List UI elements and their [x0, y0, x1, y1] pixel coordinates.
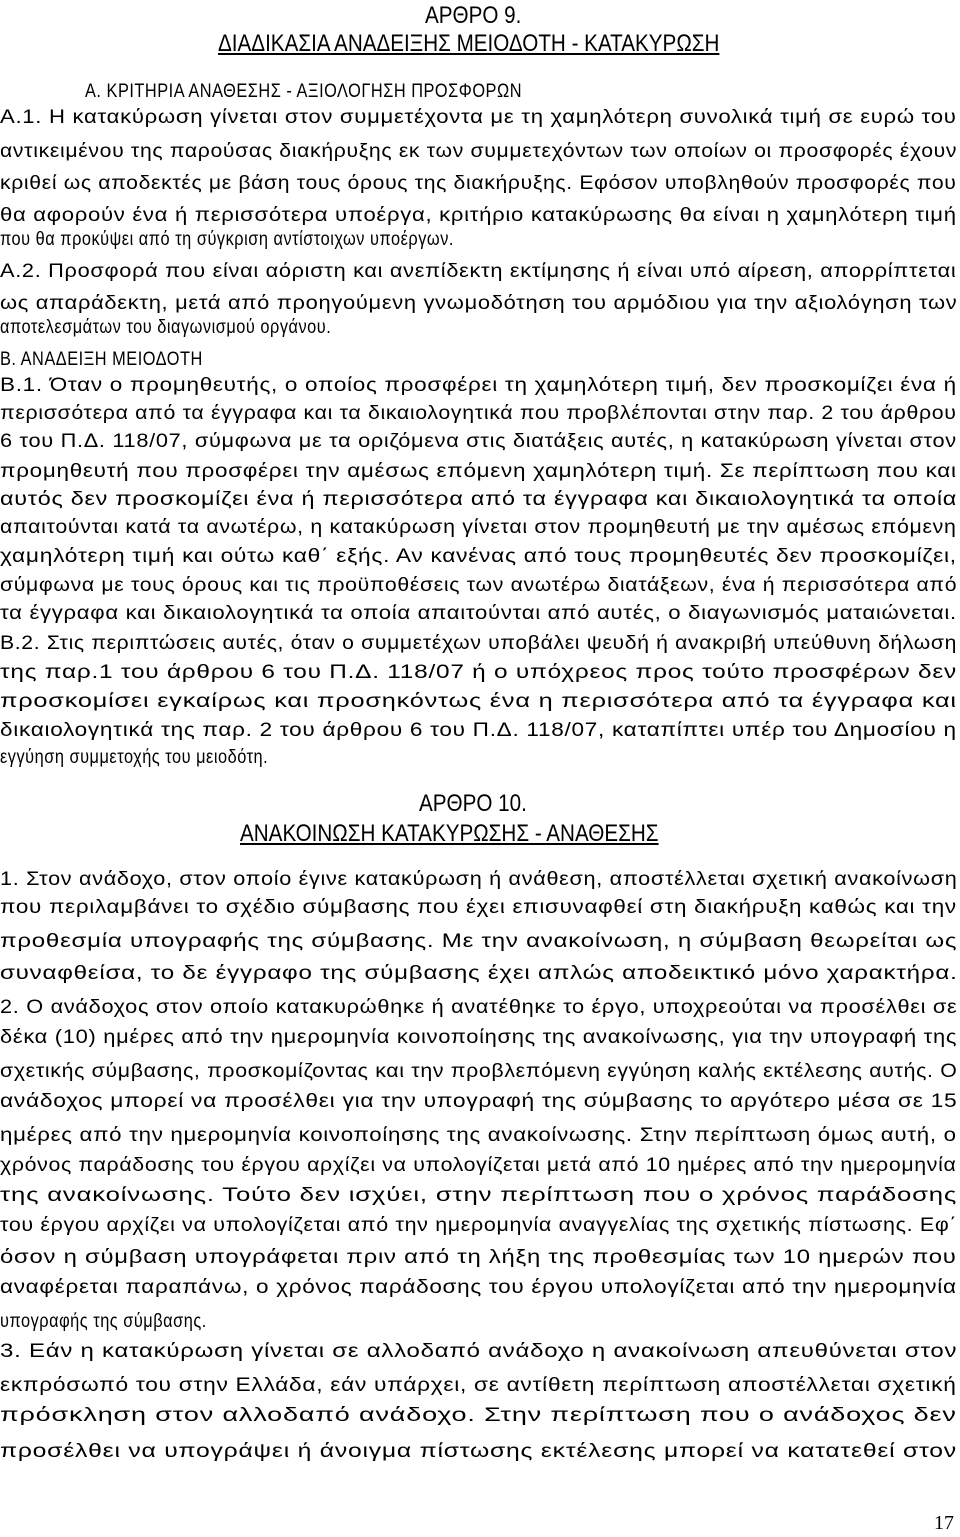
text-line: κριθεί ως αποδεκτές με βάση τους όρους της διακήρυξης. Εφόσον υποβληθούν προσφορές που [0, 173, 957, 194]
text-line: Α.1. Η κατακύρωση γίνεται στον συμμετέχοντα με τη χαμηλότερη συνολικά τιμή σε ευρώ του [0, 107, 957, 128]
text-line: αναφέρεται παραπάνω, ο χρόνος παράδοσης του έργου υπολογίζεται από την ημερομηνία [0, 1277, 957, 1298]
text-line: που περιλαμβάνει το σχέδιο σύμβασης που έχει επισυναφθεί στη διακήρυξη καθώς και την [0, 897, 957, 918]
page-number: 17 [934, 1512, 954, 1534]
text-line: Α.2. Προσφορά που είναι αόριστη και ανεπίδεκτη εκτίμησης ή είναι υπό αίρεση, απορρίπτεται [0, 261, 957, 282]
text-line: ημέρες από την ημερομηνία κοινοποίησης της ανακοίνωσης. Στην περίπτωση όμως αυτή, ο [0, 1125, 957, 1146]
article-9-subtitle: ΔΙΑΔΙΚΑΣΙΑ ΑΝΑΔΕΙΞΗΣ ΜΕΙΟΔΟΤΗ - ΚΑΤΑΚΥΡΩΣΗ [218, 30, 720, 57]
text-line: σύμφωνα με τους όρους και τις προϋποθέσεις των ανωτέρω διατάξεων, ένα ή περισσότερα από [0, 575, 958, 596]
text-line: που θα προκύψει από τη σύγκριση αντίστοιχων υποέργων. [0, 229, 454, 250]
text-line: προθεσμία υπογραφής της σύμβασης. Με την ανακοίνωση, η σύμβαση θεωρείται ως [0, 931, 958, 952]
text-line: σχετικής σύμβασης, προσκομίζοντας και την προβλεπόμενη εγγύηση καλής εκτέλεσης αυτής. Ο [0, 1061, 958, 1082]
text-line: Β.2. Στις περιπτώσεις αυτές, όταν ο συμμετέχων υποβάλει ψευδή ή ανακριβή υπεύθυνη δήλωση [0, 633, 958, 654]
text-line: θα αφορούν ένα ή περισσότερα υποέργα, κριτήριο κατακύρωσης θα είναι η χαμηλότερη τιμή [0, 205, 957, 226]
text-line: της ανακοίνωσης. Τούτο δεν ισχύει, στην περίπτωση που ο χρόνος παράδοσης [0, 1185, 958, 1206]
text-line: αυτός δεν προσκομίζει ένα ή περισσότερα από τα έγγραφα και δικαιολογητικά τα οποία [0, 489, 957, 510]
text-line: εγγύηση συμμετοχής του μειοδότη. [0, 747, 269, 768]
text-line: αντικειμένου της παρούσας διακήρυξης εκ των συμμετεχόντων των οποίων οι προσφορές έχουν [0, 141, 958, 162]
text-line: 1. Στον ανάδοχο, στον οποίο έγινε κατακύρωση ή ανάθεση, αποστέλλεται σχετική ανακοίνωση [0, 869, 958, 890]
text-line: τα έγγραφα και δικαιολογητικά τα οποία απαιτούνται από αυτές, ο διαγωνισμός ματαιώνεται. [0, 603, 957, 624]
text-line: 3. Εάν η κατακύρωση γίνεται σε αλλοδαπό ανάδοχο η ανακοίνωση απευθύνεται στον [0, 1341, 958, 1362]
text-line: ανάδοχος μπορεί να προσέλθει για την υπογραφή της σύμβασης το αργότερο μέσα σε 15 [0, 1091, 958, 1112]
text-line: εκπρόσωπό του στην Ελλάδα, εάν υπάρχει, σε αντίθετη περίπτωση αποστέλλεται σχετική [0, 1375, 957, 1396]
text-line: αποτελεσμάτων του διαγωνισμού οργάνου. [0, 317, 332, 338]
text-line: χαμηλότερη τιμή και ούτω καθ΄ εξής. Αν κανένας από τους προμηθευτές δεν προσκομίζει, [0, 546, 957, 567]
text-line: πρόσκληση στον αλλοδαπό ανάδοχο. Στην περίπτωση που ο ανάδοχος δεν [0, 1405, 957, 1426]
text-line: περισσότερα από τα έγγραφα και τα δικαιολογητικά που προβλέπονται στην παρ. 2 του άρθρου [0, 403, 957, 424]
text-line: προσκομίσει εγκαίρως και προσηκόντως ένα η περισσότερα από τα έγγραφα και [0, 691, 957, 712]
text-line: δέκα (10) ημέρες από την ημερομηνία κοινοποίησης της ανακοίνωσης, για την υπογραφή της [0, 1027, 958, 1048]
text-line: προσέλθει να υπογράψει ή άνοιγμα πίστωσης εκτέλεσης μπορεί να κατατεθεί στον [0, 1441, 957, 1462]
text-line: Β.1. Όταν ο προμηθευτής, ο οποίος προσφέρει τη χαμηλότερη τιμή, δεν προσκομίζει ένα ή [0, 375, 957, 396]
text-line: 2. Ο ανάδοχος στον οποίο κατακυρώθηκε ή ανατέθηκε το έργο, υποχρεούται να προσέλθει σε [0, 997, 958, 1018]
text-line: 6 του Π.Δ. 118/07, σύμφωνα με τα οριζόμενα στις διατάξεις αυτές, η κατακύρωση γίνεται στον [0, 431, 957, 452]
text-line: Β. ΑΝΑΔΕΙΞΗ ΜΕΙΟΔΟΤΗ [0, 349, 203, 370]
text-line: όσον η σύμβαση υπογράφεται πριν από τη λήξη της προθεσμίας των 10 ημερών που [0, 1247, 957, 1268]
text-line: υπογραφής της σύμβασης. [0, 1311, 207, 1332]
text-line: απαιτούνται κατά τα ανωτέρω, η κατακύρωση γίνεται στον προμηθευτή με την αμέσως επόμενη [0, 517, 957, 538]
text-line: συναφθείσα, το δε έγγραφο της σύμβασης έχει απλώς αποδεικτικό μόνο χαρακτήρα. [0, 963, 958, 984]
text-line: χρόνος παράδοσης του έργου αρχίζει να υπολογίζεται μετά από 10 ημέρες από την ημερομηνία [0, 1155, 957, 1176]
article-9-title: ΑΡΘΡΟ 9. [425, 2, 522, 29]
text-line: ως απαράδεκτη, μετά από προηγούμενη γνωμοδότηση του αρμόδιου για την αξιολόγηση των [0, 293, 958, 314]
text-line: Α. ΚΡΙΤΗΡΙΑ ΑΝΑΘΕΣΗΣ - ΑΞΙΟΛΟΓΗΣΗ ΠΡΟΣΦΟΡΩΝ [85, 81, 523, 102]
text-line: προμηθευτή που προσφέρει την αμέσως επόμενη χαμηλότερη τιμή. Σε περίπτωση που και [0, 461, 957, 482]
article-10-subtitle: ΑΝΑΚΟΙΝΩΣΗ ΚΑΤΑΚΥΡΩΣΗΣ - ΑΝΑΘΕΣΗΣ [240, 820, 659, 847]
article-10-title: ΑΡΘΡΟ 10. [419, 790, 527, 817]
text-line: δικαιολογητικά της παρ. 2 του άρθρου 6 του Π.Δ. 118/07, καταπίπτει υπέρ του Δημοσίου η [0, 720, 957, 741]
text-line: του έργου αρχίζει να υπολογίζεται από την ημερομηνία αναγγελίας της σχετικής πίστωσης. Εφ΄ [0, 1215, 958, 1236]
text-line: της παρ.1 του άρθρου 6 του Π.Δ. 118/07 ή ο υπόχρεος προς τούτο προσφέρων δεν [0, 662, 957, 683]
